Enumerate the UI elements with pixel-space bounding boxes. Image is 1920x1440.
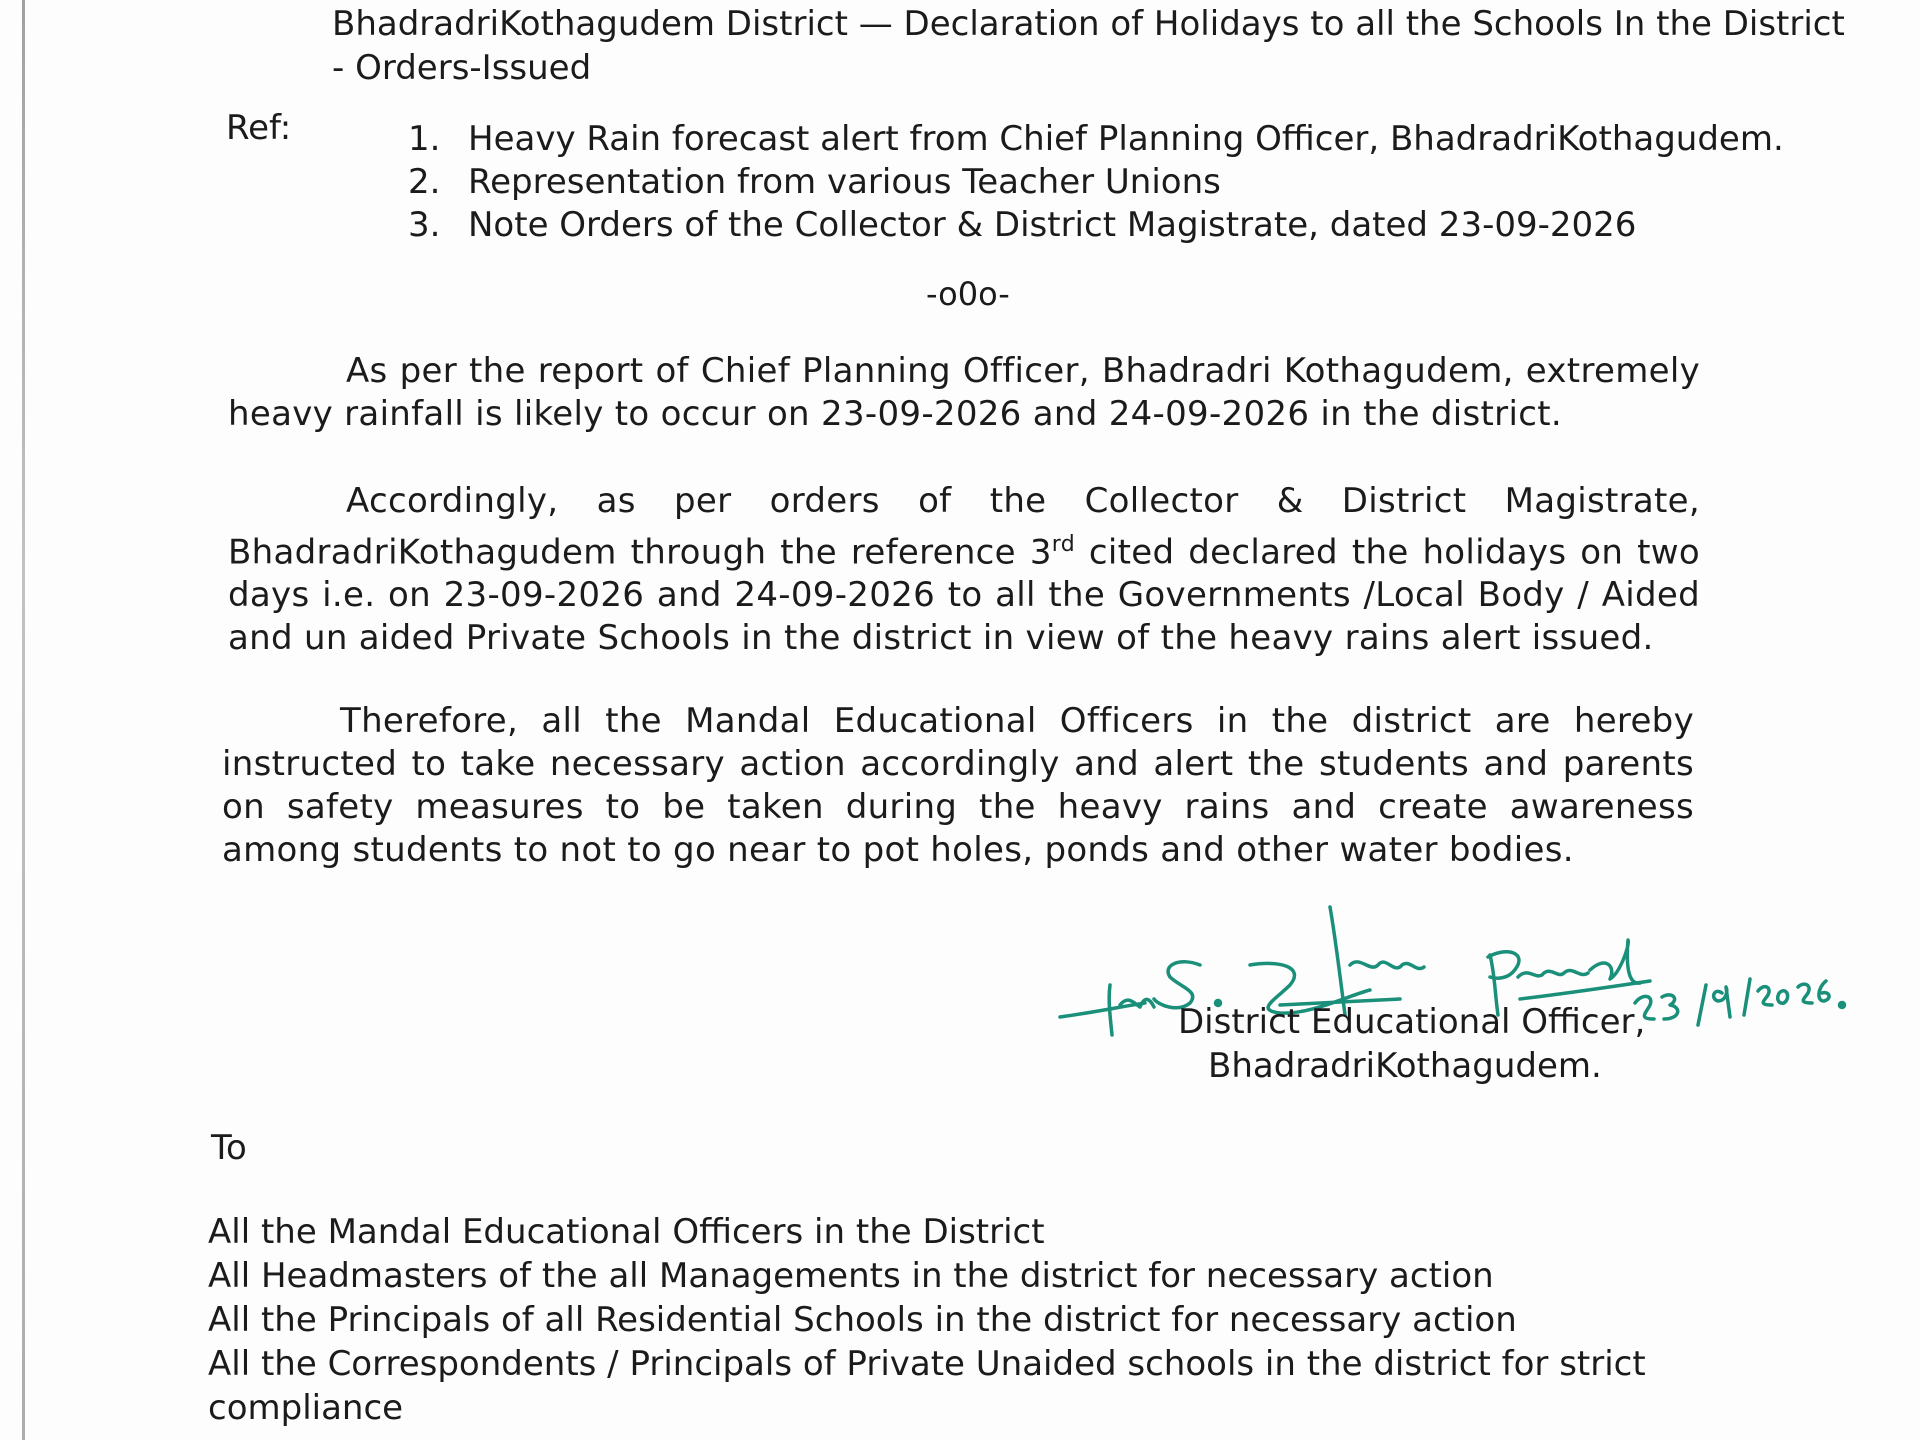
reference-text: Note Orders of the Collector & District Magistrate, dated 23-09-2026 bbox=[468, 205, 1637, 245]
recipient-item: All the Principals of all Residential Schools in the district for necessary action bbox=[208, 1300, 1517, 1340]
paragraph-orders bbox=[228, 480, 1700, 660]
recipient-item: All the Correspondents / Principals of Private Unaided schools in the district for strict bbox=[208, 1344, 1646, 1384]
paragraph-text-cont: cited declared the holidays on two days i.e. on 23-09-2026 and 24-09-2026 to all the Governments /Local Body / Aided and un aided Private Schools in the district in view of the heavy rains alert issued. bbox=[228, 532, 1700, 659]
reference-number: 1. bbox=[408, 119, 441, 159]
recipient-item: All the Mandal Educational Officers in the District bbox=[208, 1212, 1045, 1252]
reference-item bbox=[408, 204, 1784, 247]
paragraph-text: Accordingly, as per orders of the Collector & District Magistrate, BhadradriKothagudem through the reference 3 bbox=[228, 481, 1700, 573]
reference-text: Heavy Rain forecast alert from Chief Planning Officer, BhadradriKothagudem. bbox=[468, 119, 1784, 159]
signature-block bbox=[1178, 1000, 1645, 1088]
to-label: To bbox=[211, 1128, 247, 1168]
place: BhadradriKothagudem. bbox=[1208, 1046, 1602, 1086]
paragraph-text: Therefore, all the Mandal Educational Officers in the district are hereby instructed to take necessary action accordingly and alert the students and parents on safety measures to be taken during the heavy rains and create awareness among students to not to go near to pot holes, ponds and other water bodies. bbox=[222, 701, 1694, 870]
reference-text: Representation from various Teacher Unions bbox=[468, 162, 1221, 202]
reference-list bbox=[408, 118, 1784, 247]
reference-number: 3. bbox=[408, 205, 441, 245]
recipient-item: compliance bbox=[208, 1388, 404, 1428]
recipient-list bbox=[208, 1210, 1646, 1430]
reference-item bbox=[408, 118, 1784, 161]
paragraph-text: As per the report of Chief Planning Officer, Bhadradri Kothagudem, extremely heavy rainfall is likely to occur on 23-09-2026 and 24-09-2026 in the district. bbox=[228, 351, 1700, 434]
recipient-item: All Headmasters of the all Managements in the district for necessary action bbox=[208, 1256, 1494, 1296]
subject-line-1: BhadradriKothagudem District — Declaration of Holidays to all the Schools In the District bbox=[332, 4, 1845, 44]
paragraph-instructions bbox=[222, 700, 1694, 872]
paragraph-report bbox=[228, 350, 1700, 436]
subject-line-2: - Orders-Issued bbox=[332, 48, 592, 88]
designation: District Educational Officer, bbox=[1178, 1002, 1646, 1042]
subject bbox=[332, 2, 1845, 90]
ref-label: Ref: bbox=[226, 108, 292, 148]
section-separator: -o0o- bbox=[926, 275, 1010, 313]
ordinal-suffix: rd bbox=[1051, 532, 1075, 557]
reference-item bbox=[408, 161, 1784, 204]
reference-number: 2. bbox=[408, 162, 441, 202]
page-edge-shadow bbox=[22, 0, 25, 1440]
